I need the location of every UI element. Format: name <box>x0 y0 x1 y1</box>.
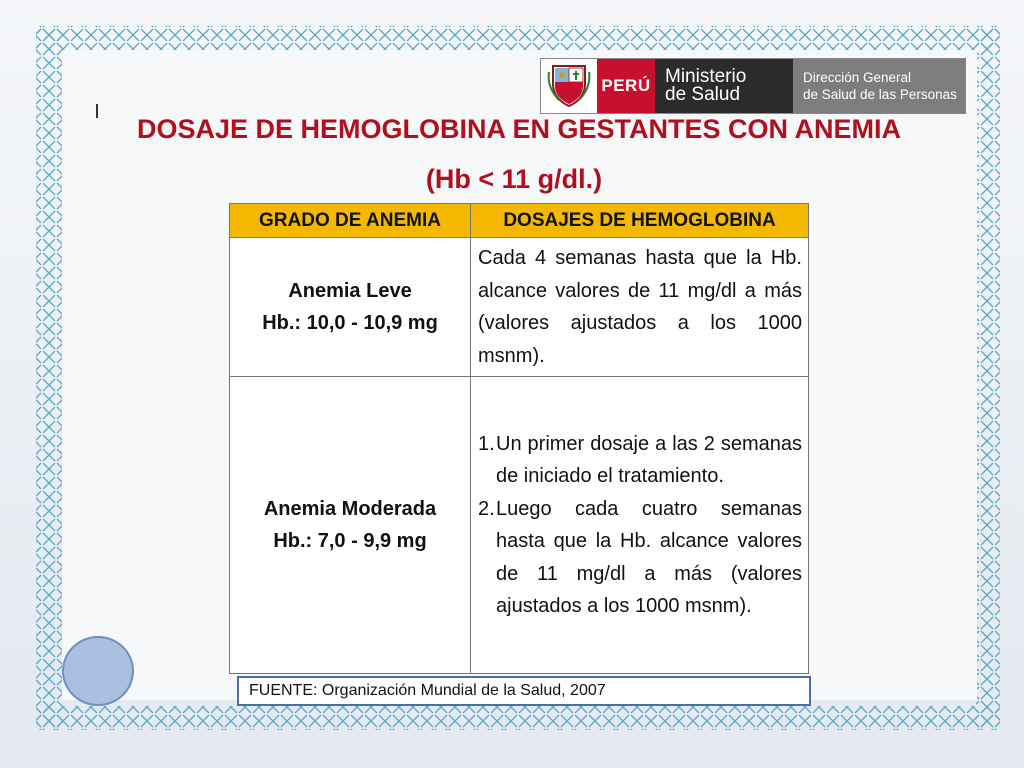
grade-name: Anemia Moderada <box>263 498 437 520</box>
grade-cell <box>230 238 471 377</box>
ministry-logo <box>540 58 966 114</box>
logo-direction <box>793 59 965 113</box>
header-grade: GRADO DE ANEMIA <box>230 204 471 238</box>
header-dosage: DOSAJES DE HEMOGLOBINA <box>471 204 809 238</box>
table-row <box>230 238 809 377</box>
dosage-cell: Cada 4 semanas hasta que la Hb. alcance valores de 11 mg/dl a más (valores ajustados a los 1000 msnm). <box>471 238 809 377</box>
slide-title: DOSAJE DE HEMOGLOBINA EN GESTANTES CON ANEMIA <box>136 114 902 144</box>
logo-ministry-line2: de Salud <box>665 84 741 105</box>
grade-name: Anemia Leve <box>288 280 412 302</box>
grade-cell <box>230 377 471 674</box>
source-note: FUENTE: Organización Mundial de la Salud, 2007 <box>237 676 811 706</box>
grade-range: Hb.: 10,0 - 10,9 mg <box>262 312 438 334</box>
slide-subtitle: (Hb < 11 g/dl.) <box>425 164 603 194</box>
step-number: 1. <box>478 432 495 455</box>
logo-direction-line2: de Salud de las Personas <box>803 87 957 102</box>
table-header-row <box>230 204 809 238</box>
step-text: Un primer dosaje a las 2 semanas de iniciado el tratamiento. <box>496 432 802 487</box>
list-item <box>478 493 802 623</box>
logo-country: PERÚ <box>597 59 655 113</box>
grade-range: Hb.: 7,0 - 9,9 mg <box>273 530 427 552</box>
logo-ministry-line1: Ministerio <box>665 66 747 87</box>
dosage-table <box>229 203 809 674</box>
logo-direction-line1: Dirección General <box>803 70 912 85</box>
coat-of-arms-icon <box>541 59 597 111</box>
table-row <box>230 377 809 674</box>
logo-ministry <box>655 59 793 113</box>
step-text: Luego cada cuatro semanas hasta que la Hb. alcance valores de 11 mg/dl a más (valores ajustados a los 1000 msnm). <box>496 497 802 617</box>
dosage-cell <box>471 377 809 674</box>
decorative-circle <box>62 636 134 706</box>
dosage-steps-list <box>478 428 802 623</box>
list-item <box>478 428 802 493</box>
step-number: 2. <box>478 497 495 520</box>
